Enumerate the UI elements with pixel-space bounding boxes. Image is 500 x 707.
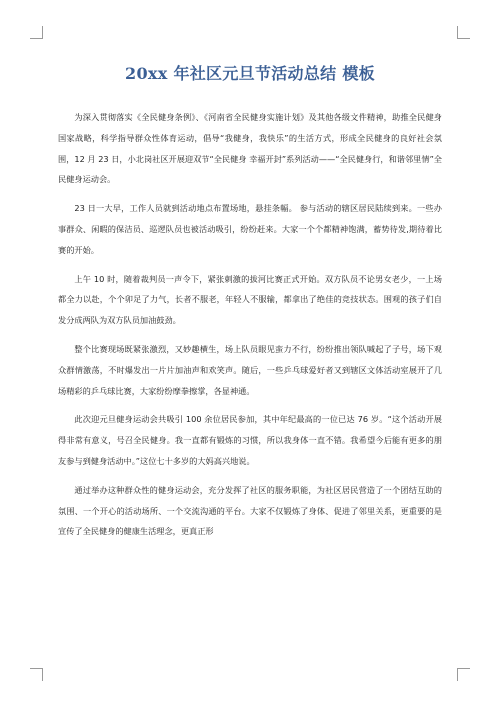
crop-mark-bottom-left [30,668,43,681]
crop-mark-bottom-right [457,668,470,681]
paragraph-competition: 整个比赛现场既紧张激烈，又妙趣横生，场上队员眼见蛮力不行，纷纷推出领队喊起了子号，场下观众群情激荡，不时爆发出一片片加油声和欢笑声。随后，一些乒乓球爱好者又到辖区文体活动室展开了几场精彩的乒乓球比赛，大家纷纷摩拳擦掌，各显神通。 [58,343,442,396]
document-page [58,63,442,550]
paragraph-tug-of-war: 上午 10 时，随着裁判员一声令下，紧张刺激的拔河比赛正式开始。双方队员不论男女老少，一上场都全力以赴，个个卯足了力气，长者不服老，年轻人不服输，都拿出了绝佳的竞技状态。围观的孩子们自发分成两队为双方队员加油鼓劲。 [58,273,442,326]
crop-mark-top-right [457,26,470,39]
crop-mark-top-left [30,26,43,39]
paragraph-intro: 为深入贯彻落实《全民健身条例》、《河南省全民健身实施计划》及其他各级文件精神，助推全民健身国家战略，科学指导群众性体育运动，倡导“我健身，我快乐”的生活方式，形成全民健身的良好社会氛围，12 月 23 日，小北岗社区开展迎双节“全民健身 幸福开封”系列活动——“全民健身行，和谐邻里情”全民健身运动会。 [58,112,442,185]
paragraph-summary: 通过举办这种群众性的健身运动会，充分发挥了社区的服务职能，为社区居民营造了一个团结互助的氛围、一个开心的活动场所、一个交流沟通的平台。大家不仅锻炼了身体、促进了邻里关系，更重要的是宣传了全民健身的健康生活理念，更真正形 [58,484,442,537]
paragraph-participants: 此次迎元旦健身运动会共吸引 100 余位居民参加，其中年纪最高的一位已达 76 岁。“这个活动开展得非常有意义，号召全民健身。我一直都有锻炼的习惯，所以我身体一直不错。我希望今后能有更多的朋友参与到健身活动中。”这位七十多岁的大妈高兴地说。 [58,414,442,466]
paragraph-setup: 23 日一大早，工作人员就到活动地点布置场地，悬挂条幅。 参与活动的辖区居民陆续到来。一些办事群众、闲暇的保洁员、巡逻队员也被活动吸引，纷纷赶来。大家一个个都精神饱满，蓄势待发,期待着比赛的开始。 [58,203,442,255]
document-title: 20xx 年社区元旦节活动总结 模板 [125,64,375,83]
